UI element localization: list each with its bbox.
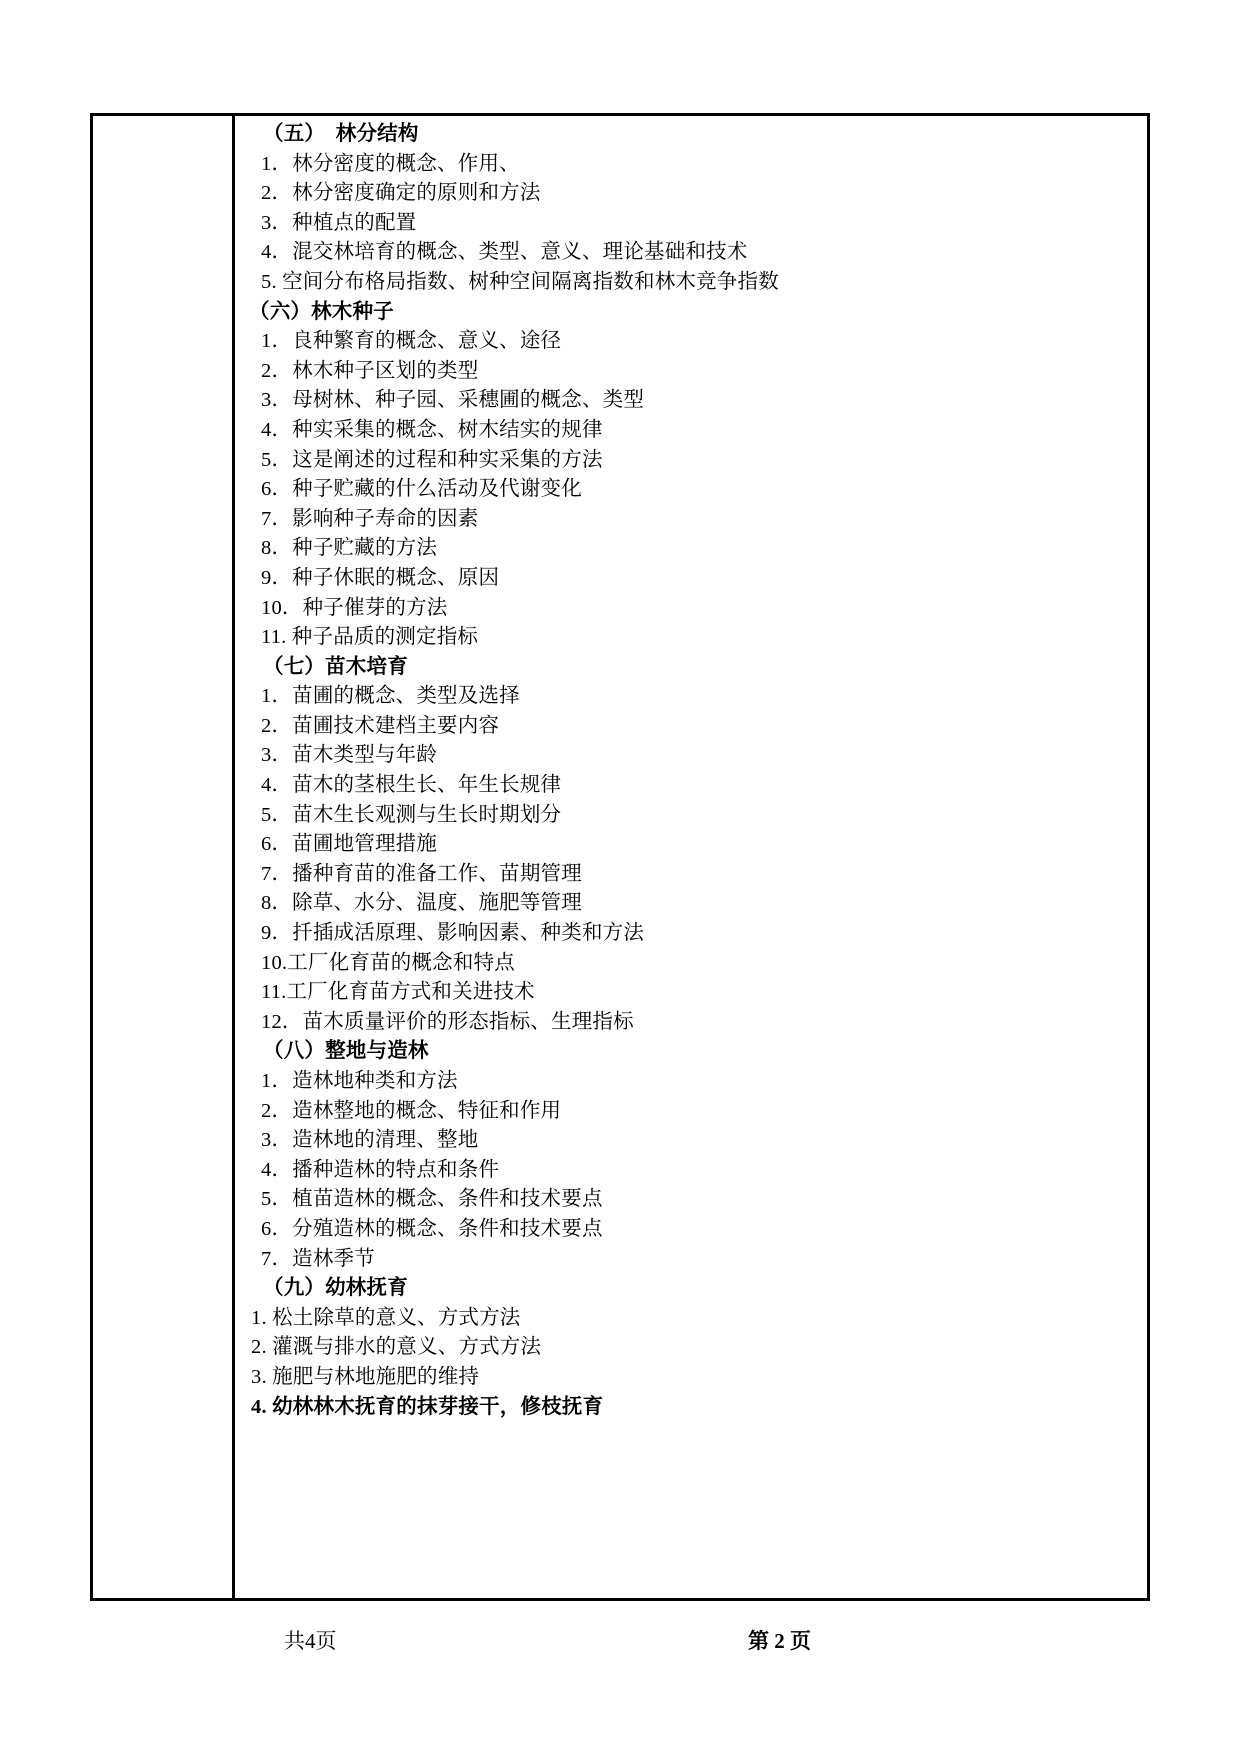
page-footer xyxy=(90,1620,1150,1660)
section-group xyxy=(245,298,1137,653)
section-item: 3. 施肥与林地施肥的维持 xyxy=(251,1365,480,1388)
section-item: 4．混交林培育的概念、类型、意义、理论基础和技术 xyxy=(261,241,748,264)
section-item: 8．种子贮藏的方法 xyxy=(261,537,438,560)
section-item: 7．播种育苗的准备工作、苗期管理 xyxy=(261,862,582,885)
section-item: 6．苗圃地管理措施 xyxy=(261,833,438,856)
section-group xyxy=(245,120,1137,298)
section-item: 5．植苗造林的概念、条件和技术要点 xyxy=(261,1188,603,1211)
section-item: 5. 空间分布格局指数、树种空间隔离指数和林木竞争指数 xyxy=(261,270,779,293)
section-item: 4．播种造林的特点和条件 xyxy=(261,1158,500,1181)
section-item: 2．造林整地的概念、特征和作用 xyxy=(261,1099,562,1122)
section-item: 7．造林季节 xyxy=(261,1247,375,1270)
footer-total-pages: 共4页 xyxy=(284,1629,337,1653)
section-group xyxy=(245,653,1137,1038)
section-item: 1．苗圃的概念、类型及选择 xyxy=(261,685,520,708)
section-item: 3．种植点的配置 xyxy=(261,211,417,234)
section-item: 2．林木种子区划的类型 xyxy=(261,359,479,382)
section-item: 1．林分密度的概念、作用、 xyxy=(261,152,520,175)
section-item: 2．林分密度确定的原则和方法 xyxy=(261,182,541,205)
section-item: 1. 松土除草的意义、方式方法 xyxy=(251,1306,521,1329)
section-item: 8．除草、水分、温度、施肥等管理 xyxy=(261,892,582,915)
section-item: 3．造林地的清理、整地 xyxy=(261,1129,479,1152)
section-item: 2. 灌溉与排水的意义、方式方法 xyxy=(251,1336,542,1359)
section-item: 10．种子催芽的方法 xyxy=(261,596,448,619)
section-item: 9．种子休眠的概念、原因 xyxy=(261,566,500,589)
section-item: 12．苗木质量评价的形态指标、生理指标 xyxy=(261,1010,634,1033)
syllabus-table xyxy=(90,113,1150,1601)
section-list xyxy=(245,120,1137,1422)
footer-page-number: 第 2 页 xyxy=(748,1629,811,1653)
section-item: 11.工厂化育苗方式和关进技术 xyxy=(261,981,535,1004)
section-item: 6．分殖造林的概念、条件和技术要点 xyxy=(261,1217,603,1240)
section-item: 6．种子贮藏的什么活动及代谢变化 xyxy=(261,478,582,501)
section-item: 1．造林地种类和方法 xyxy=(261,1070,458,1092)
section-item: 9．扦插成活原理、影响因素、种类和方法 xyxy=(261,922,645,945)
section-item: 5．苗木生长观测与生长时期划分 xyxy=(261,803,562,826)
section-group xyxy=(245,1037,1137,1274)
section-item: 1．良种繁育的概念、意义、途径 xyxy=(261,330,562,353)
section-item: 4．种实采集的概念、树木结实的规律 xyxy=(261,418,603,441)
section-item: 5．这是阐述的过程和种实采集的方法 xyxy=(261,448,603,471)
section-item: 7．影响种子寿命的因素 xyxy=(261,507,479,530)
section-item: 11. 种子品质的测定指标 xyxy=(261,626,479,649)
section-heading: （六）林木种子 xyxy=(249,300,394,323)
section-group xyxy=(245,1274,1137,1422)
section-item: 3．母树林、种子园、采穗圃的概念、类型 xyxy=(261,389,645,412)
section-heading: （五） 林分结构 xyxy=(263,123,419,145)
table-content-column xyxy=(235,116,1147,1598)
section-item: 2．苗圃技术建档主要内容 xyxy=(261,714,500,737)
section-item: 4．苗木的茎根生长、年生长规律 xyxy=(261,774,562,797)
section-heading: （八）整地与造林 xyxy=(263,1040,429,1063)
section-item: 3．苗木类型与年龄 xyxy=(261,744,438,767)
section-item: 4. 幼林林木抚育的抹芽接干，修枝抚育 xyxy=(251,1395,604,1418)
table-left-column xyxy=(93,116,235,1598)
section-item: 10.工厂化育苗的概念和特点 xyxy=(261,951,515,974)
section-heading: （七）苗木培育 xyxy=(263,655,408,678)
section-heading: （九）幼林抚育 xyxy=(263,1277,408,1300)
